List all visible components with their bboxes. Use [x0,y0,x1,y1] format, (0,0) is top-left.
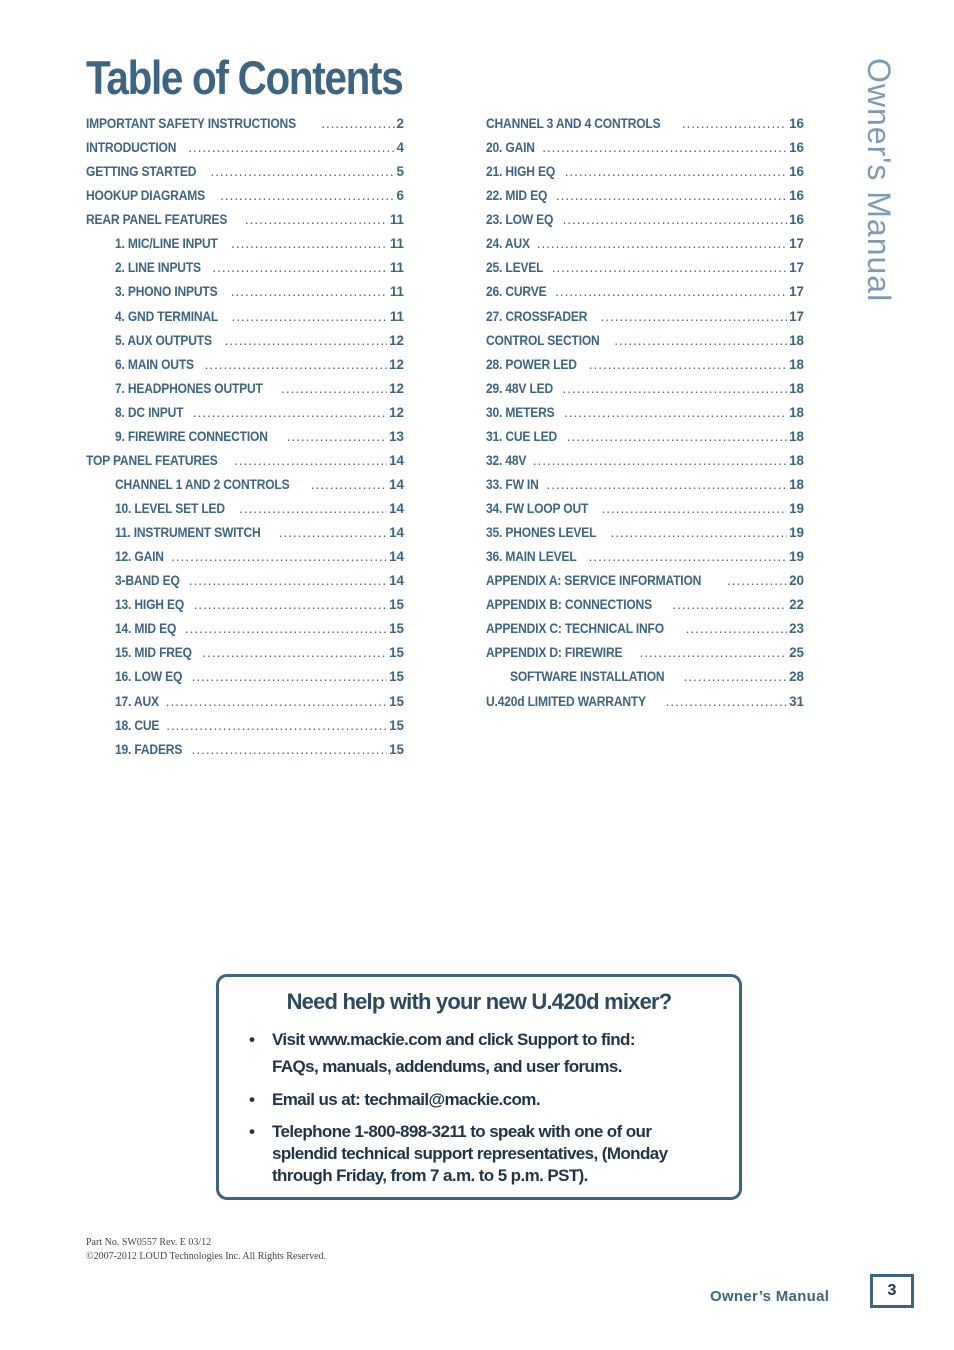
toc-entry-page: 17 [789,308,804,324]
toc-leader-dots [682,116,787,131]
toc-entry-label: APPENDIX A: SERVICE INFORMATION [486,573,702,589]
toc-entry-page: 12 [389,380,404,396]
toc-entry-label: 26. CURVE [486,284,547,300]
toc-entry[interactable] [486,164,804,188]
toc-entry[interactable] [486,188,804,212]
toc-entry-page: 15 [389,645,404,661]
toc-entry-label: TOP PANEL FEATURES [86,452,218,468]
toc-entry-label: 30. METERS [486,404,555,420]
toc-leader-dots [311,477,387,492]
toc-leader-dots [537,236,787,251]
toc-leader-dots [567,429,787,444]
toc-entry[interactable] [86,140,404,164]
toc-leader-dots [171,549,387,564]
toc-entry[interactable] [486,549,804,573]
toc-leader-dots [192,669,387,684]
toc-leader-dots [189,573,387,588]
help-title: Need help with your new U.420d mixer? [286,989,672,1014]
toc-entry-page: 16 [789,212,804,228]
toc-entry-page: 11 [389,308,404,324]
toc-leader-dots [192,742,387,757]
toc-entry-label: CHANNEL 1 AND 2 CONTROLS [115,476,290,492]
toc-entry[interactable] [86,621,404,645]
toc-leader-dots [542,140,787,155]
toc-entry-page: 15 [389,621,404,637]
toc-entry-page: 14 [389,476,404,492]
toc-entry-page: 28 [789,669,804,685]
side-title-text: Owner's Manual [861,58,897,303]
toc-entry[interactable] [486,525,804,549]
toc-entry-label: 33. FW IN [486,476,539,492]
toc-entry-page: 18 [789,476,804,492]
toc-entry[interactable] [486,694,804,718]
toc-leader-dots [546,477,787,492]
help-item-telephone-text: Telephone 1-800-898-3211 to speak with one of our splendid technical support representatives, (Monday through Friday, from 7 a.m. to 5 p.m. PST). [272,1122,668,1185]
toc-leader-dots [533,453,787,468]
toc-entry[interactable] [86,164,404,188]
toc-leader-dots [564,405,787,420]
page-number-box [870,1274,914,1308]
toc-entry-label: 22. MID EQ [486,188,548,204]
toc-entry[interactable] [86,477,404,501]
copyright: ©2007-2012 LOUD Technologies Inc. All Rights Reserved. [86,1251,327,1262]
toc-leader-dots [672,597,787,612]
toc-leader-dots [666,694,787,709]
toc-leader-dots [287,429,387,444]
toc-entry-page: 19 [789,501,804,516]
toc-leader-dots [563,212,787,227]
bullet-icon: • [249,1030,255,1049]
toc-entry-label: 31. CUE LED [486,428,558,444]
toc-entry-page: 16 [789,188,804,204]
toc-entry-label: 3. PHONO INPUTS [115,284,218,300]
toc-entry-label: 15. MID FREQ [115,645,192,661]
toc-entry-label: 28. POWER LED [486,356,577,372]
toc-entry[interactable] [86,236,404,260]
part-number: Part No. SW0557 Rev. E 03/12 [86,1237,212,1248]
toc-leader-dots [686,621,787,636]
help-item-telephone [247,1121,717,1187]
help-item-visit [247,1029,717,1089]
toc-entry-label: REAR PANEL FEATURES [86,212,228,228]
toc-entry-label: GETTING STARTED [86,164,197,180]
toc-entry-page: 19 [789,549,804,565]
toc-leader-dots [321,116,394,131]
toc-entry[interactable] [86,453,404,477]
toc-entry[interactable] [486,333,804,357]
toc-entry-label: 11. INSTRUMENT SWITCH [115,525,261,541]
toc-entry[interactable] [486,381,804,405]
toc-entry-label: 4. GND TERMINAL [115,308,219,324]
help-box [216,974,742,1200]
toc-entry-page: 19 [789,525,804,541]
toc-entry-page: 15 [389,693,404,709]
bullet-icon: • [249,1090,255,1109]
toc-entry-page: 17 [789,236,804,252]
toc-leader-dots [234,453,387,468]
toc-leader-dots [193,405,387,420]
toc-entry[interactable] [486,573,804,597]
toc-entry[interactable] [86,549,404,573]
toc-entry[interactable] [486,429,804,453]
toc-entry[interactable] [86,429,404,453]
toc-entry-label: CHANNEL 3 AND 4 CONTROLS [486,116,661,131]
toc-leader-dots [210,164,394,179]
toc-entry-label: 18. CUE [115,717,160,733]
toc-column-left [86,116,404,766]
toc-entry-page: 13 [389,428,404,444]
toc-leader-dots [220,188,394,203]
toc-entry-page: 17 [789,284,804,300]
toc-leader-dots [556,188,787,203]
toc-leader-dots [202,645,387,660]
toc-entry-page: 23 [789,621,804,637]
toc-leader-dots [231,236,388,251]
toc-entry-label: 7. HEADPHONES OUTPUT [115,380,263,396]
toc-entry[interactable] [86,333,404,357]
toc-entry[interactable] [86,260,404,284]
toc-entry-page: 15 [389,717,404,733]
toc-entry-label: 1. MIC/LINE INPUT [115,236,218,252]
toc-entry-label: 6. MAIN OUTS [115,356,194,372]
toc-entry-label: 13. HIGH EQ [115,597,185,613]
page-number: 3 [887,1282,897,1299]
toc-entry[interactable] [486,357,804,381]
toc-entry-page: 22 [789,597,804,613]
toc-entry[interactable] [86,718,404,742]
toc-leader-dots [281,381,387,396]
toc-entry-page: 15 [389,741,404,757]
toc-leader-dots [727,573,787,588]
toc-entry-page: 6 [396,188,404,204]
toc-entry-page: 14 [389,573,404,589]
toc-entry-page: 4 [396,140,404,156]
toc-entry[interactable] [86,284,404,308]
toc-entry[interactable] [486,453,804,477]
toc-leader-dots [552,260,787,275]
side-title [860,58,920,328]
toc-entry[interactable] [486,621,804,645]
toc-entry[interactable] [486,284,804,308]
toc-entry-label: 8. DC INPUT [115,404,184,420]
toc-entry-page: 16 [789,116,804,131]
toc-entry[interactable] [486,405,804,429]
toc-leader-dots [279,525,387,540]
toc-entry-page: 18 [789,380,804,396]
toc-entry[interactable] [86,597,404,621]
toc-entry-page: 11 [389,284,404,300]
toc-entry-label: 19. FADERS [115,741,183,757]
toc-entry-label: CONTROL SECTION [486,332,600,348]
toc-entry-label: 2. LINE INPUTS [115,260,201,276]
toc-entry-page: 12 [389,356,404,372]
toc-entry[interactable] [486,645,804,669]
toc-entry[interactable] [86,405,404,429]
toc-entry-label: 34. FW LOOP OUT [486,501,589,516]
toc-entry-page: 18 [789,356,804,372]
toc-entry-label: 3-BAND EQ [115,573,180,589]
toc-entry[interactable] [86,694,404,718]
toc-leader-dots [589,549,787,564]
toc-entry-page: 14 [389,452,404,468]
toc-entry-page: 11 [389,212,404,228]
toc-entry-page: 12 [389,332,404,348]
toc-column-right [486,116,804,718]
toc-entry-label: SOFTWARE INSTALLATION [510,669,665,685]
toc-entry[interactable] [86,645,404,669]
toc-entry-page: 14 [389,525,404,541]
toc-entry[interactable] [86,669,404,693]
toc-entry-label: 14. MID EQ [115,621,177,637]
toc-entry-label: 24. AUX [486,236,530,252]
toc-leader-dots [205,357,387,372]
toc-entry[interactable] [486,501,804,525]
toc-leader-dots [602,501,788,516]
toc-leader-dots [166,718,387,733]
toc-entry-label: 16. LOW EQ [115,669,183,685]
toc-entry[interactable] [486,140,804,164]
toc-entry[interactable] [486,212,804,236]
toc-entry-label: U.420d LIMITED WARRANTY [486,693,646,709]
toc-entry-label: 32. 48V [486,452,527,468]
toc-entry-label: APPENDIX C: TECHNICAL INFO [486,621,664,637]
toc-entry-label: 17. AUX [115,693,159,709]
footer-manual-label: Owner’s Manual [710,1288,830,1305]
help-list [247,1029,717,1187]
toc-entry[interactable] [486,669,804,693]
toc-entry-page: 31 [789,693,804,709]
toc-entry-label: APPENDIX D: FIREWIRE [486,645,623,661]
toc-entry-page: 2 [396,116,404,131]
toc-leader-dots [194,597,387,612]
toc-entry-page: 16 [789,164,804,180]
toc-leader-dots [640,645,788,660]
toc-entry-page: 15 [389,669,404,685]
toc-entry-page: 14 [389,549,404,565]
toc-entry-label: 10. LEVEL SET LED [115,501,225,516]
toc-entry-page: 18 [789,404,804,420]
toc-entry-page: 18 [789,428,804,444]
toc-leader-dots [225,333,388,348]
toc-leader-dots [601,309,788,324]
toc-entry[interactable] [86,188,404,212]
toc-entry-label: 5. AUX OUTPUTS [115,332,212,348]
toc-leader-dots [611,525,788,540]
toc-leader-dots [188,140,394,155]
toc-entry[interactable] [486,116,804,140]
toc-entry-label: APPENDIX B: CONNECTIONS [486,597,652,613]
toc-entry-page: 14 [389,501,404,516]
toc-entry[interactable] [486,236,804,260]
toc-leader-dots [555,284,787,299]
toc-entry[interactable] [86,309,404,333]
toc-entry[interactable] [486,477,804,501]
toc-entry-label: 21. HIGH EQ [486,164,556,180]
toc-leader-dots [212,260,387,275]
toc-entry-label: 12. GAIN [115,549,164,565]
toc-leader-dots [245,212,388,227]
toc-entry-page: 11 [389,260,404,276]
toc-entry[interactable] [486,597,804,621]
toc-leader-dots [185,621,387,636]
toc-entry-label: 27. CROSSFADER [486,308,588,324]
toc-entry[interactable] [486,309,804,333]
toc-entry[interactable] [86,381,404,405]
toc-entry-label: 20. GAIN [486,140,535,156]
toc-entry-label: IMPORTANT SAFETY INSTRUCTIONS [86,116,296,131]
toc-entry-page: 18 [789,452,804,468]
help-item-visit-line1: Visit www.mackie.com and click Support to find: [272,1030,635,1049]
toc-entry-label: HOOKUP DIAGRAMS [86,188,205,204]
toc-entry-page: 17 [789,260,804,276]
toc-entry[interactable] [86,573,404,597]
toc-leader-dots [589,357,787,372]
toc-entry-page: 20 [789,573,804,589]
toc-entry-label: INTRODUCTION [86,140,177,156]
toc-leader-dots [684,669,787,684]
toc-leader-dots [562,381,787,396]
toc-entry-label: 25. LEVEL [486,260,544,276]
toc-entry-page: 16 [789,140,804,156]
toc-entry-page: 18 [789,332,804,348]
toc-entry[interactable] [86,742,404,766]
page-title: Table of Contents [86,51,403,104]
toc-entry-label: 23. LOW EQ [486,212,554,228]
toc-leader-dots [232,309,388,324]
toc-entry-label: 9. FIREWIRE CONNECTION [115,428,268,444]
toc-entry-page: 5 [396,164,404,180]
toc-entry-label: 36. MAIN LEVEL [486,549,577,565]
toc-entry-label: 35. PHONES LEVEL [486,525,597,541]
bullet-icon: • [249,1122,255,1141]
toc-entry[interactable] [86,357,404,381]
help-item-visit-line2: FAQs, manuals, addendums, and user forums. [272,1057,622,1076]
toc-leader-dots [614,333,787,348]
toc-leader-dots [239,501,387,516]
toc-entry[interactable] [86,212,404,236]
help-item-email-text: Email us at: techmail@mackie.com. [272,1090,540,1109]
toc-entry-page: 25 [789,645,804,661]
toc-entry[interactable] [86,525,404,549]
toc-entry-page: 11 [389,236,404,252]
toc-leader-dots [565,164,787,179]
toc-leader-dots [166,694,387,709]
toc-entry[interactable] [86,116,404,140]
help-item-email [247,1089,717,1121]
toc-entry[interactable] [86,501,404,525]
footer-legal [86,1236,326,1264]
toc-entry-page: 15 [389,597,404,613]
toc-entry-label: 29. 48V LED [486,380,554,396]
toc-entry[interactable] [486,260,804,284]
toc-entry-page: 12 [389,404,404,420]
toc-leader-dots [231,284,388,299]
